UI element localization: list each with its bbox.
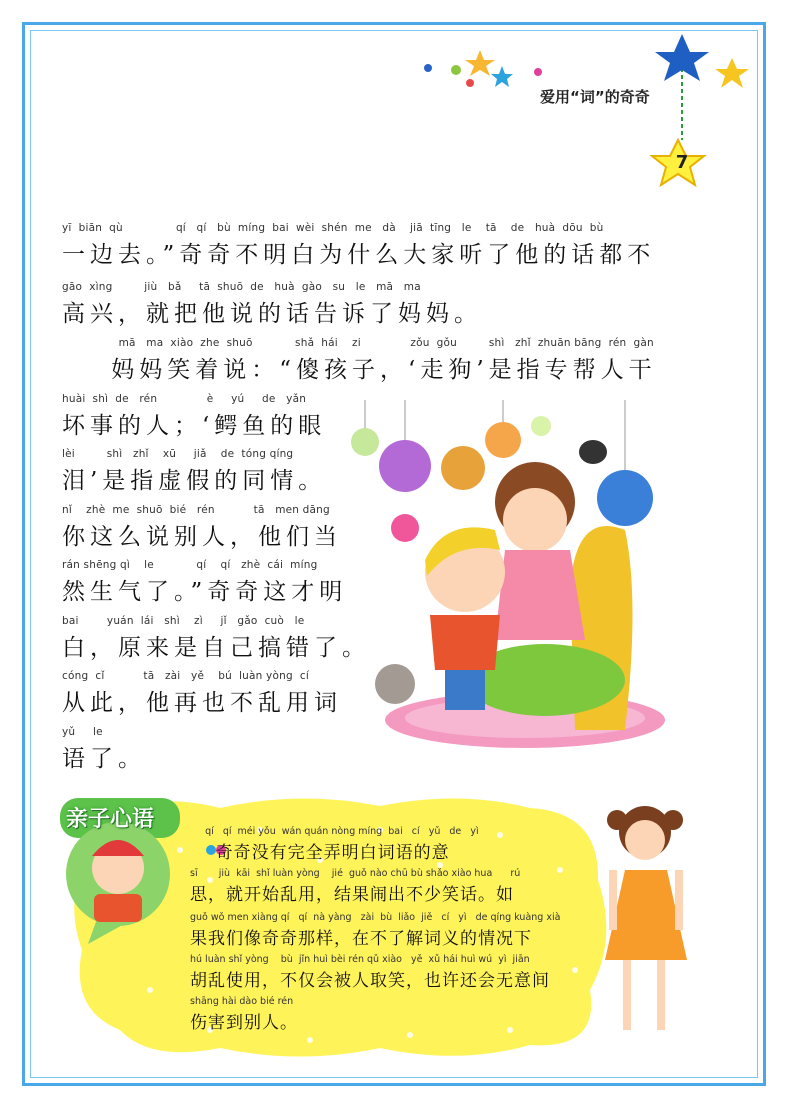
tip-badge-label: 亲子心语	[66, 807, 155, 832]
hanzi: 从此，他再也不乱用词	[62, 690, 342, 716]
pinyin: yǔ le	[62, 726, 103, 738]
pinyin: guǒ wǒ men xiàng qí qí nà yàng zài bù liǎo jiě cí yì de qíng kuàng xià	[190, 912, 561, 923]
pinyin: yī biān qù qí qí bù míng bai wèi shén me dà jiā tīng le tā de huà dōu bù	[62, 222, 604, 234]
pinyin: cóng cǐ tā zài yě bú luàn yòng cí	[62, 670, 309, 682]
pinyin: shāng hài dào bié rén	[190, 996, 294, 1007]
pinyin: bai yuán lái shì zì jǐ gǎo cuò le	[62, 615, 305, 627]
pinyin: lèi shì zhǐ xū jiǎ de tóng qíng	[62, 448, 294, 460]
hanzi: 高兴，就把他说的话告诉了妈妈。	[62, 301, 482, 327]
hanzi: 你这么说别人，他们当	[62, 524, 342, 550]
hanzi: 语了。	[62, 746, 146, 772]
hanzi: 泪’是指虚假的同情。	[62, 468, 327, 494]
hanzi: 然生气了。”奇奇这才明	[62, 579, 348, 605]
header-stars-decoration	[410, 28, 760, 198]
pinyin: sī jiù kāi shǐ luàn yòng jié guǒ nào chū bù shǎo xiào hua rú	[190, 868, 521, 879]
pinyin: nǐ zhè me shuō bié rén tā men dāng	[62, 504, 330, 516]
hanzi: 胡乱使用，不仅会被人取笑，也许还会无意间	[190, 971, 550, 991]
hanzi: 奇奇没有完全弄明白词语的意	[190, 843, 450, 863]
pinyin: huài shì de rén è yú de yǎn	[62, 393, 307, 405]
pinyin: gāo xìng jiù bǎ tā shuō de huà gào su le mā ma	[62, 281, 421, 293]
hanzi: 果我们像奇奇那样，在不了解词义的情况下	[190, 929, 532, 949]
hanzi: 妈妈笑着说：“傻孩子，‘走狗’是指专帮人干	[62, 357, 657, 383]
mother-child-illustration	[335, 400, 675, 760]
hanzi: 白，原来是自己搞错了。	[62, 635, 370, 661]
pinyin: rán shēng qì le qí qí zhè cái míng	[62, 559, 318, 571]
pinyin: mā ma xiào zhe shuō shǎ hái zi zǒu gǒu shì zhǐ zhuān bāng rén gàn	[62, 337, 654, 349]
hanzi: 伤害到别人。	[190, 1013, 298, 1033]
hanzi: 一边去。”奇奇不明白为什么大家听了他的话都不	[62, 242, 656, 268]
book-title: 爱用“词”的奇奇	[540, 88, 650, 106]
pinyin: hú luàn shǐ yòng bù jǐn huì bèi rén qǔ xiào yě xǔ hái huì wú yì jiān	[190, 954, 530, 965]
pinyin: qí qí méi yǒu wán quán nòng míng bai cí yǔ de yì	[190, 826, 479, 837]
page-number: 7	[675, 152, 689, 173]
hanzi: 坏事的人；‘鳄鱼的眼	[62, 413, 327, 439]
girl-illustration	[595, 800, 705, 1045]
hanzi: 思，就开始乱用，结果闹出不少笑话。如	[190, 885, 514, 905]
tip-badge	[62, 798, 188, 842]
